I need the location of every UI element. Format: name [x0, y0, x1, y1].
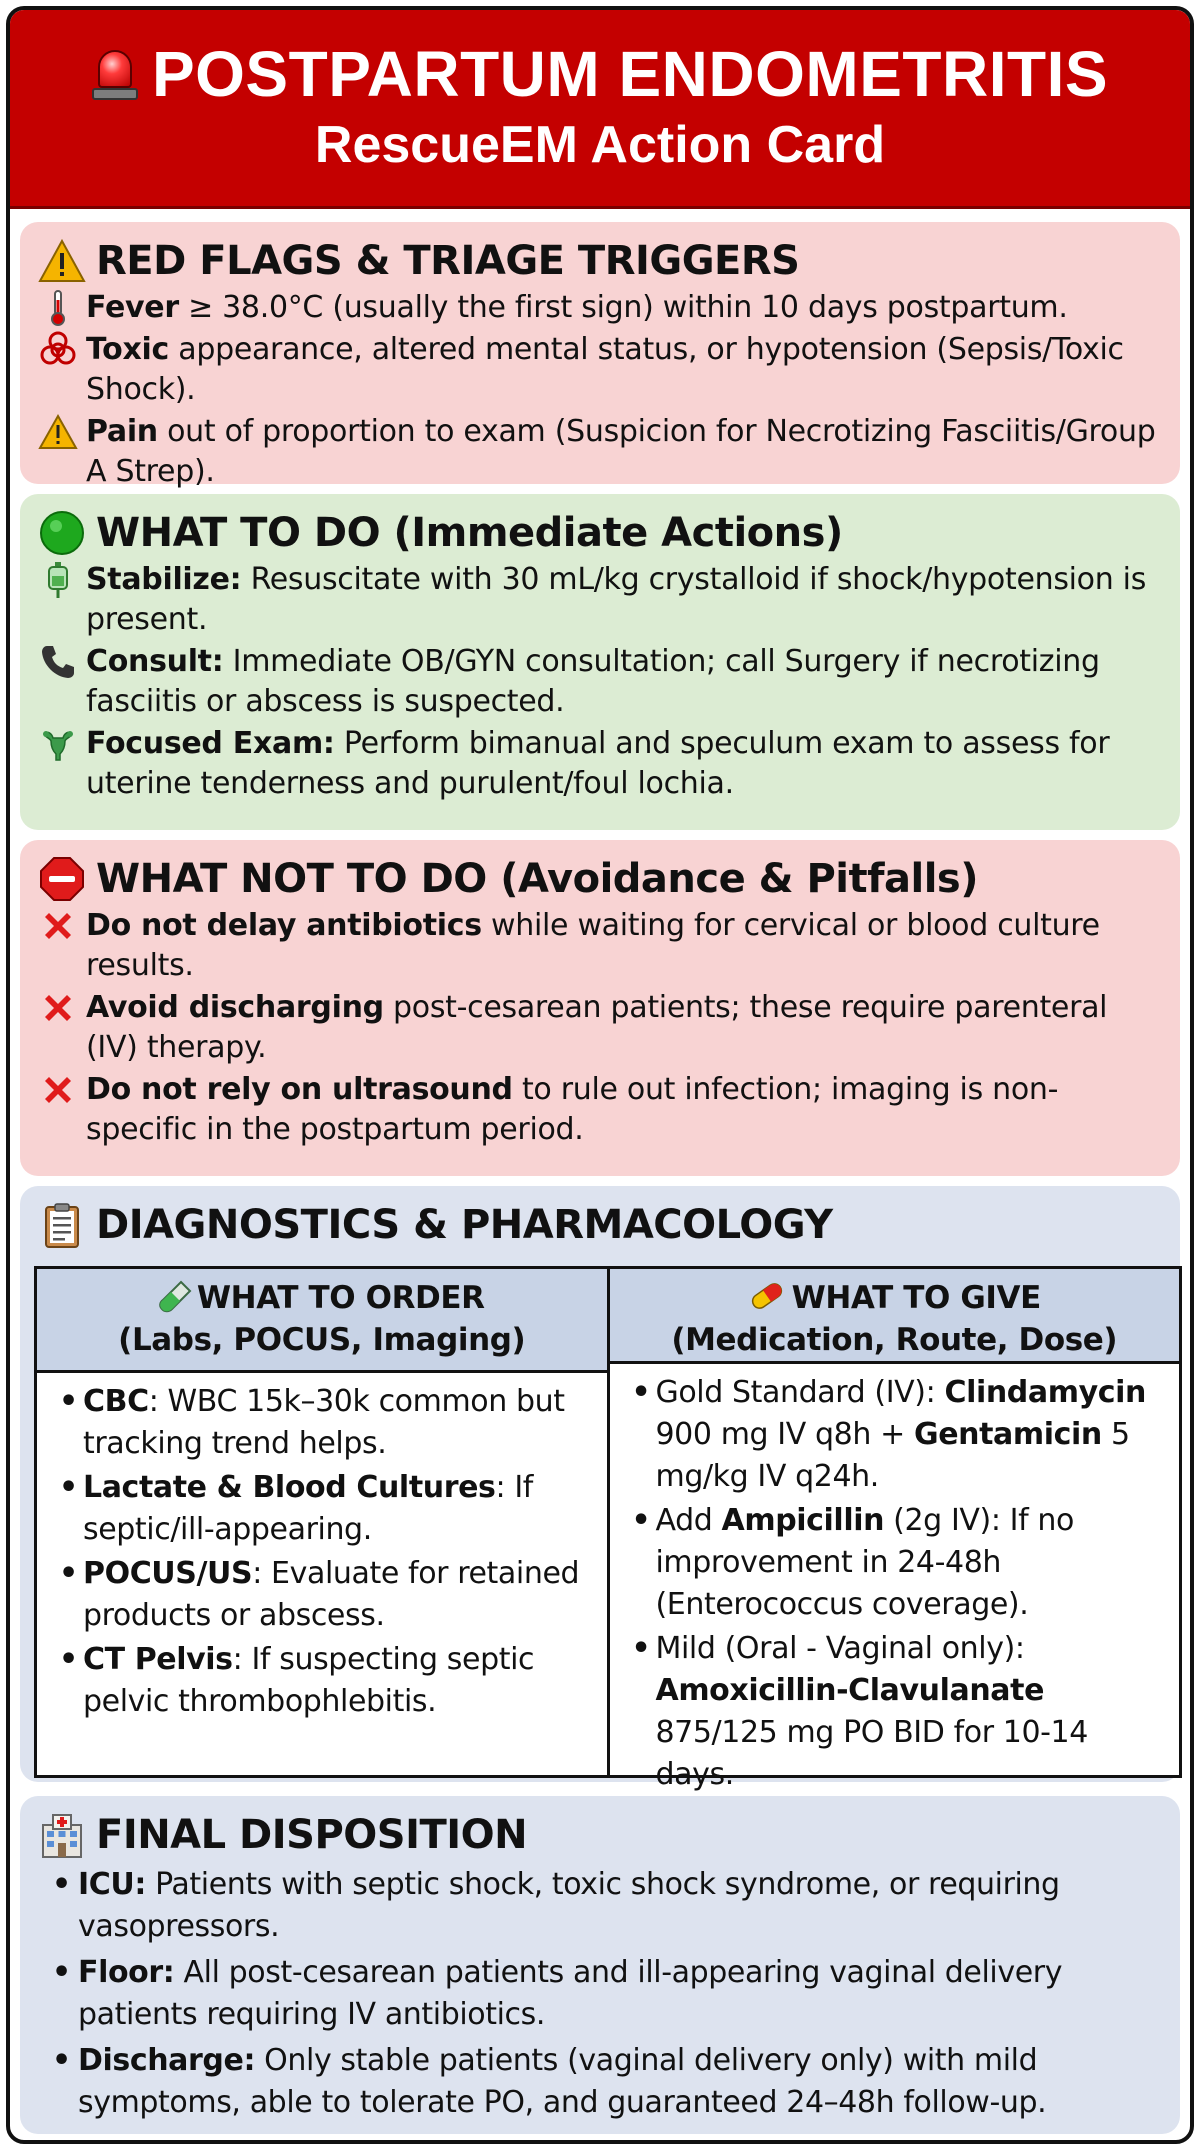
- cross-mark-icon: [38, 1070, 78, 1110]
- action-item: Focused Exam: Perform bimanual and speculum exam to assess for uterine tenderness and purulent/foul lochia.: [38, 724, 1162, 804]
- what-not-to-do-section: [20, 840, 1180, 1176]
- pitfall-item: Do not delay antibiotics while waiting for cervical or blood culture results.: [38, 906, 1162, 986]
- order-item: • Lactate & Blood Cultures: If septic/ill-appearing.: [51, 1467, 593, 1551]
- disposition-section: [20, 1796, 1180, 2134]
- what-to-do-section: [20, 494, 1180, 830]
- pitfall-item: Do not rely on ultrasound to rule out infection; imaging is non-specific in the postpartum period.: [38, 1070, 1162, 1150]
- test-tube-icon: [159, 1279, 193, 1313]
- clipboard-icon: [38, 1201, 86, 1249]
- give-item: • Mild (Oral - Vaginal only): Amoxicillin-Clavulanate 875/125 mg PO BID for 10-14 days.: [624, 1628, 1166, 1796]
- disposition-item: • Discharge: Only stable patients (vaginal delivery only) with mild symptoms, able to tolerate PO, and guaranteed 24–48h follow-up.: [38, 2040, 1162, 2124]
- disposition-item: • Floor: All post-cesarean patients and ill-appearing vaginal delivery patients requiring IV antibiotics.: [38, 1952, 1162, 2036]
- siren-icon: [92, 46, 138, 102]
- red-flags-title: RED FLAGS & TRIAGE TRIGGERS: [38, 236, 1162, 286]
- order-list: [37, 1373, 607, 1733]
- action-item: Consult: Immediate OB/GYN consultation; call Surgery if necrotizing fasciitis or abscess is suspected.: [38, 642, 1162, 722]
- action-card: [6, 6, 1194, 2144]
- order-item: • CT Pelvis: If suspecting septic pelvic thrombophlebitis.: [51, 1639, 593, 1723]
- disposition-title: FINAL DISPOSITION: [38, 1810, 1162, 1860]
- biohazard-icon: [38, 330, 78, 370]
- phone-icon: [38, 642, 78, 682]
- cross-mark-icon: [38, 988, 78, 1028]
- order-column: [37, 1269, 607, 1775]
- iv-bag-icon: [38, 560, 78, 600]
- red-flag-item: Pain out of proportion to exam (Suspicion for Necrotizing Fasciitis/Group A Strep).: [38, 412, 1162, 492]
- green-circle-icon: [38, 509, 86, 557]
- disposition-list: [38, 1864, 1162, 2124]
- card-header: [10, 10, 1190, 209]
- give-list: [610, 1364, 1180, 1806]
- thermometer-icon: [38, 288, 78, 328]
- pitfall-item: Avoid discharging post-cesarean patients; these require parenteral (IV) therapy.: [38, 988, 1162, 1068]
- uterus-icon: [38, 724, 78, 764]
- order-header: WHAT TO ORDER (Labs, POCUS, Imaging): [37, 1269, 607, 1373]
- cross-mark-icon: [38, 906, 78, 946]
- card-subtitle: RescueEM Action Card: [314, 116, 886, 174]
- order-item: • CBC: WBC 15k–30k common but tracking trend helps.: [51, 1381, 593, 1465]
- red-flags-section: [20, 222, 1180, 489]
- red-flag-item: Fever ≥ 38.0°C (usually the first sign) within 10 days postpartum.: [38, 288, 1162, 328]
- give-column: [607, 1269, 1180, 1792]
- what-to-do-title: WHAT TO DO (Immediate Actions): [38, 508, 1162, 558]
- stop-sign-icon: [38, 855, 86, 903]
- hospital-icon: [38, 1811, 86, 1859]
- card-title: POSTPARTUM ENDOMETRITIS: [10, 10, 1190, 112]
- warning-icon: [38, 412, 78, 452]
- give-header: WHAT TO GIVE (Medication, Route, Dose): [610, 1269, 1180, 1364]
- what-not-to-do-title: WHAT NOT TO DO (Avoidance & Pitfalls): [38, 854, 1162, 904]
- diagnostics-title: DIAGNOSTICS & PHARMACOLOGY: [38, 1200, 1162, 1250]
- action-item: Stabilize: Resuscitate with 30 mL/kg crystalloid if shock/hypotension is present.: [38, 560, 1162, 640]
- diagnostics-table: [34, 1266, 1182, 1792]
- disposition-item: • ICU: Patients with septic shock, toxic shock syndrome, or requiring vasopressors.: [38, 1864, 1162, 1948]
- red-flag-item: Toxic appearance, altered mental status, or hypotension (Sepsis/Toxic Shock).: [38, 330, 1162, 410]
- order-item: • POCUS/US: Evaluate for retained products or abscess.: [51, 1553, 593, 1637]
- pill-icon: [748, 1279, 786, 1313]
- warning-icon: [38, 237, 86, 285]
- give-item: • Gold Standard (IV): Clindamycin 900 mg IV q8h + Gentamicin 5 mg/kg IV q24h.: [624, 1372, 1166, 1498]
- give-item: • Add Ampicillin (2g IV): If no improvement in 24-48h (Enterococcus coverage).: [624, 1500, 1166, 1626]
